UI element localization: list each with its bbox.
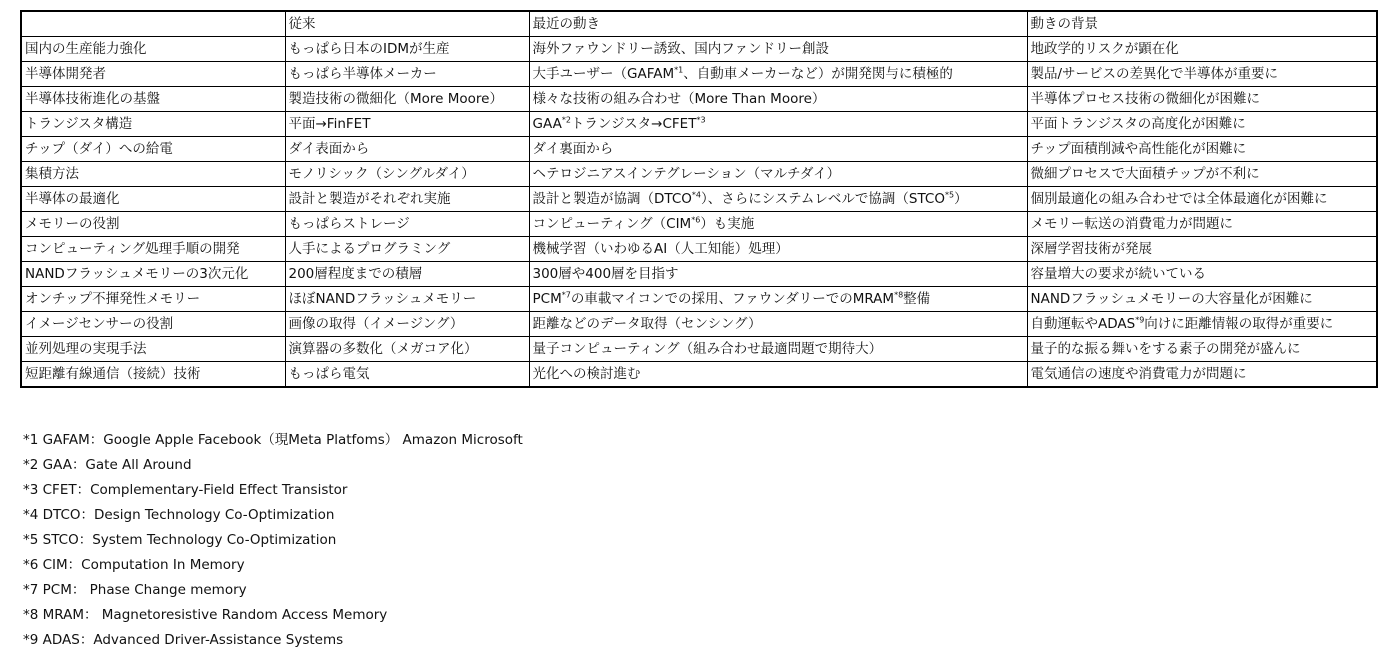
conventional-cell: もっぱらストレージ (285, 212, 529, 237)
comparison-table (20, 10, 1378, 388)
comparison-table-container (20, 10, 1376, 388)
footnote: *3 CFET：Complementary-Field Effect Transistor (23, 482, 348, 498)
conventional-cell: もっぱら日本のIDMが生産 (285, 37, 529, 62)
table-body (21, 37, 1377, 388)
footnote: *6 CIM：Computation In Memory (23, 557, 245, 573)
conventional-cell: 設計と製造がそれぞれ実施 (285, 187, 529, 212)
conventional-cell: 演算器の多数化（メガコア化） (285, 337, 529, 362)
background-cell: 製品/サービスの差異化で半導体が重要に (1027, 62, 1377, 87)
row-topic-cell: 国内の生産能力強化 (21, 37, 285, 62)
row-topic-cell: NANDフラッシュメモリーの3次元化 (21, 262, 285, 287)
conventional-cell: ほぼNANDフラッシュメモリー (285, 287, 529, 312)
table-row (21, 137, 1377, 162)
table-row (21, 312, 1377, 337)
row-topic-cell: コンピューティング処理手順の開発 (21, 237, 285, 262)
recent-trend-cell: 300層や400層を目指す (529, 262, 1027, 287)
footnote: *7 PCM： Phase Change memory (23, 582, 247, 598)
table-row (21, 362, 1377, 388)
header-cell-background: 動きの背景 (1027, 11, 1377, 37)
table-row (21, 237, 1377, 262)
background-cell: 平面トランジスタの高度化が困難に (1027, 112, 1377, 137)
table-row (21, 187, 1377, 212)
table-row (21, 337, 1377, 362)
row-topic-cell: オンチップ不揮発性メモリー (21, 287, 285, 312)
recent-trend-cell: ヘテロジニアスインテグレーション（マルチダイ） (529, 162, 1027, 187)
table-row (21, 37, 1377, 62)
table-row (21, 212, 1377, 237)
recent-trend-cell: 設計と製造が協調（DTCO$^{*4}$）、さらにシステムレベルで協調（STCO$^{*5}$） (529, 187, 1027, 212)
recent-trend-cell: 様々な技術の組み合わせ（More Than Moore） (529, 87, 1027, 112)
conventional-cell: 人手によるプログラミング (285, 237, 529, 262)
recent-trend-cell: PCM$^{*7}$の車載マイコンでの採用、ファウンダリーでのMRAM$^{*8}$整備 (529, 287, 1027, 312)
background-cell: 個別最適化の組み合わせでは全体最適化が困難に (1027, 187, 1377, 212)
background-cell: 電気通信の速度や消費電力が問題に (1027, 362, 1377, 388)
footnote: *4 DTCO：Design Technology Co-Optimization (23, 507, 335, 523)
background-cell: 自動運転やADAS$^{*9}$向けに距離情報の取得が重要に (1027, 312, 1377, 337)
background-cell: チップ面積削減や高性能化が困難に (1027, 137, 1377, 162)
conventional-cell: 製造技術の微細化（More Moore） (285, 87, 529, 112)
conventional-cell: ダイ表面から (285, 137, 529, 162)
background-cell: 微細プロセスで大面積チップが不利に (1027, 162, 1377, 187)
recent-trend-cell: 大手ユーザー（GAFAM$^{*1}$、自動車メーカーなど）が開発関与に積極的 (529, 62, 1027, 87)
header-cell-conventional: 従来 (285, 11, 529, 37)
background-cell: 深層学習技術が発展 (1027, 237, 1377, 262)
footnote: *9 ADAS：Advanced Driver-Assistance Systems (23, 632, 344, 648)
row-topic-cell: 半導体の最適化 (21, 187, 285, 212)
recent-trend-cell: ダイ裏面から (529, 137, 1027, 162)
table-row (21, 162, 1377, 187)
background-cell: NANDフラッシュメモリーの大容量化が困難に (1027, 287, 1377, 312)
conventional-cell: 画像の取得（イメージング） (285, 312, 529, 337)
recent-trend-cell: 海外ファウンドリー誘致、国内ファンドリー創設 (529, 37, 1027, 62)
conventional-cell: もっぱら電気 (285, 362, 529, 388)
background-cell: 容量増大の要求が続いている (1027, 262, 1377, 287)
conventional-cell: モノリシック（シングルダイ） (285, 162, 529, 187)
conventional-cell: もっぱら半導体メーカー (285, 62, 529, 87)
recent-trend-cell: 機械学習（いわゆるAI（人工知能）処理） (529, 237, 1027, 262)
background-cell: メモリー転送の消費電力が問題に (1027, 212, 1377, 237)
row-topic-cell: トランジスタ構造 (21, 112, 285, 137)
table-row (21, 262, 1377, 287)
row-topic-cell: イメージセンサーの役割 (21, 312, 285, 337)
footnote: *1 GAFAM：Google Apple Facebook（現Meta Platfoms） Amazon Microsoft (23, 432, 523, 448)
row-topic-cell: メモリーの役割 (21, 212, 285, 237)
row-topic-cell: 集積方法 (21, 162, 285, 187)
row-topic-cell: 半導体技術進化の基盤 (21, 87, 285, 112)
row-topic-cell: チップ（ダイ）への給電 (21, 137, 285, 162)
footnote: *8 MRAM： Magnetoresistive Random Access Memory (23, 607, 388, 623)
table-row (21, 287, 1377, 312)
recent-trend-cell: 光化への検討進む (529, 362, 1027, 388)
header-cell-recent-trend: 最近の動き (529, 11, 1027, 37)
background-cell: 半導体プロセス技術の微細化が困難に (1027, 87, 1377, 112)
table-header-row (21, 11, 1377, 37)
footnotes (23, 428, 523, 653)
recent-trend-cell: コンピューティング（CIM$^{*6}$）も実施 (529, 212, 1027, 237)
background-cell: 量子的な振る舞いをする素子の開発が盛んに (1027, 337, 1377, 362)
conventional-cell: 平面→FinFET (285, 112, 529, 137)
table-row (21, 87, 1377, 112)
row-topic-cell: 半導体開発者 (21, 62, 285, 87)
recent-trend-cell: GAA$^{*2}$トランジスタ$\to CFET^{*3}$ (529, 112, 1027, 137)
table-row (21, 112, 1377, 137)
conventional-cell: 200層程度までの積層 (285, 262, 529, 287)
row-topic-cell: 並列処理の実現手法 (21, 337, 285, 362)
table-row (21, 62, 1377, 87)
recent-trend-cell: 距離などのデータ取得（センシング） (529, 312, 1027, 337)
background-cell: 地政学的リスクが顕在化 (1027, 37, 1377, 62)
row-topic-cell: 短距離有線通信（接続）技術 (21, 362, 285, 388)
footnote: *5 STCO：System Technology Co-Optimization (23, 532, 337, 548)
footnote: *2 GAA：Gate All Around (23, 457, 192, 473)
header-cell-topic (21, 11, 285, 37)
recent-trend-cell: 量子コンピューティング（組み合わせ最適問題で期待大） (529, 337, 1027, 362)
